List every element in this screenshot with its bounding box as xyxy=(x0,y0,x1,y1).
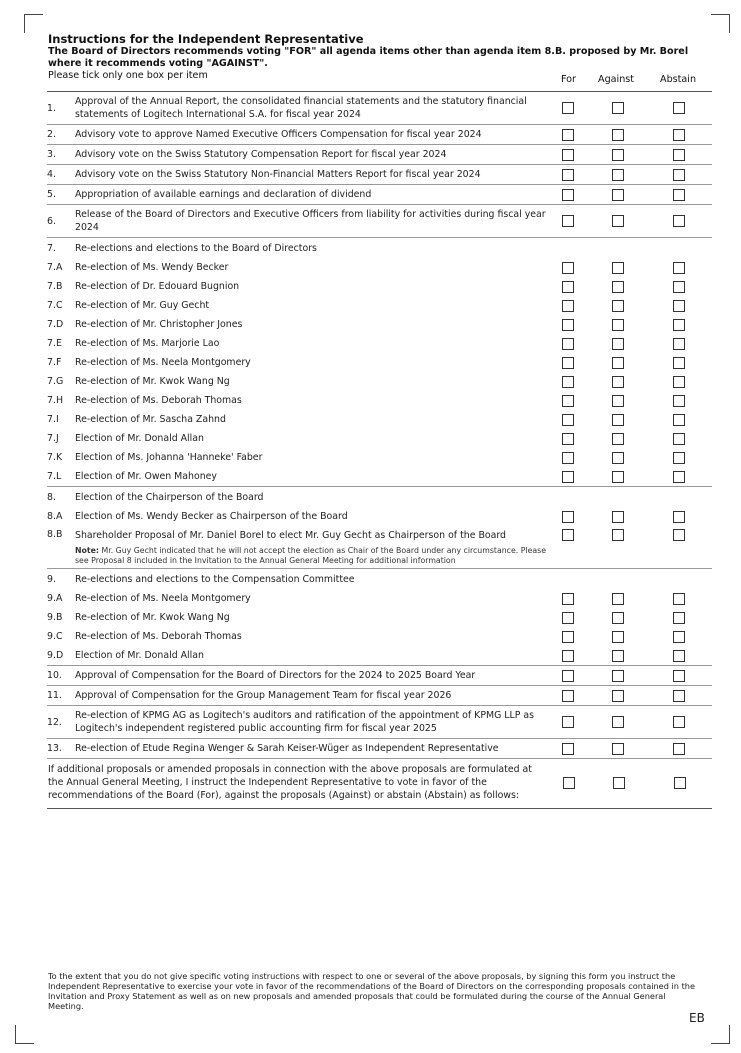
agenda-item-number: 9.C xyxy=(47,631,63,642)
agenda-item-row xyxy=(47,666,712,686)
page-code: EB xyxy=(689,1011,705,1025)
checkbox-abstain[interactable] xyxy=(673,338,685,350)
agenda-item-label: Re-election of Mr. Kwok Wang Ng xyxy=(75,376,230,387)
agenda-item-number: 1. xyxy=(47,102,56,114)
agenda-item-row xyxy=(47,205,712,238)
checkbox-abstain[interactable] xyxy=(673,129,685,141)
checkbox-for[interactable] xyxy=(562,262,574,274)
checkbox-for[interactable] xyxy=(562,511,574,523)
agenda-item-label: Election of Mr. Donald Allan xyxy=(75,433,204,444)
agenda-item-row xyxy=(47,646,712,666)
agenda-item-label: Election of the Chairperson of the Board xyxy=(75,492,264,503)
agenda-item-text xyxy=(75,128,555,141)
checkbox-for[interactable] xyxy=(562,102,574,114)
checkbox-against[interactable] xyxy=(612,189,624,201)
note-label: Note: xyxy=(75,546,100,555)
vote-checkboxes xyxy=(562,149,685,161)
checkbox-against[interactable] xyxy=(612,102,624,114)
checkbox-for[interactable] xyxy=(563,777,575,789)
agenda-item-row xyxy=(47,706,712,739)
agenda-item-text xyxy=(75,95,555,121)
column-header-abstain: Abstain xyxy=(660,74,697,85)
checkbox-for[interactable] xyxy=(562,650,574,662)
checkbox-against[interactable] xyxy=(612,395,624,407)
agenda-item-row xyxy=(47,686,712,706)
agenda-item-label: Re-election of Ms. Deborah Thomas xyxy=(75,631,242,642)
agenda-item-row xyxy=(47,125,712,145)
agenda-item-text xyxy=(75,709,555,735)
checkbox-against[interactable] xyxy=(612,338,624,350)
checkbox-abstain[interactable] xyxy=(673,102,685,114)
checkbox-for[interactable] xyxy=(562,529,574,541)
agenda-item-row xyxy=(47,334,712,353)
vote-checkboxes xyxy=(562,102,685,114)
checkbox-against[interactable] xyxy=(612,743,624,755)
agenda-item-row xyxy=(47,507,712,526)
checkbox-abstain[interactable] xyxy=(674,777,686,789)
agenda-item-label: Re-election of Ms. Neela Montgomery xyxy=(75,593,251,604)
checkbox-for[interactable] xyxy=(562,169,574,181)
agenda-item-row xyxy=(47,165,712,185)
agenda-item-text xyxy=(75,649,555,662)
checkbox-against[interactable] xyxy=(612,319,624,331)
agenda-item-row xyxy=(47,238,712,258)
page-title: Instructions for the Independent Representative xyxy=(48,32,364,46)
agenda-item-label: Advisory vote to approve Named Executive Officers Compensation for fiscal year 2024 xyxy=(75,129,482,140)
crop-mark-top-right xyxy=(711,14,730,33)
checkbox-abstain[interactable] xyxy=(673,149,685,161)
agenda-item-text xyxy=(75,611,555,624)
vote-checkboxes xyxy=(562,262,685,274)
agenda-item-row xyxy=(47,608,712,627)
agenda-item-number: 7.D xyxy=(47,319,64,330)
checkbox-against[interactable] xyxy=(612,300,624,312)
agenda-item-number: 5. xyxy=(47,189,56,200)
vote-checkboxes xyxy=(562,743,685,755)
tick-instruction: Please tick only one box per item xyxy=(48,70,208,81)
crop-mark-top-left xyxy=(24,14,43,33)
agenda-item-number: 7.B xyxy=(47,281,63,292)
agenda-item-row xyxy=(47,487,712,507)
agenda-item-text xyxy=(75,394,555,407)
vote-checkboxes xyxy=(562,433,685,445)
agenda-item-row xyxy=(47,448,712,467)
checkbox-for[interactable] xyxy=(562,149,574,161)
agenda-item-label: Re-election of Ms. Deborah Thomas xyxy=(75,395,242,406)
agenda-item-label: Release of the Board of Directors and Executive Officers from liability for activities during fiscal year 2024 xyxy=(75,209,546,233)
agenda-item-note xyxy=(75,546,555,565)
checkbox-for[interactable] xyxy=(562,670,574,682)
agenda-item-label: Election of Ms. Johanna 'Hanneke' Faber xyxy=(75,452,263,463)
vote-checkboxes xyxy=(562,338,685,350)
agenda-item-row xyxy=(47,589,712,608)
vote-checkboxes xyxy=(562,215,685,227)
checkbox-for[interactable] xyxy=(562,376,574,388)
checkbox-for[interactable] xyxy=(562,395,574,407)
agenda-item-text xyxy=(75,742,555,755)
vote-checkboxes xyxy=(562,129,685,141)
checkbox-for[interactable] xyxy=(562,612,574,624)
agenda-item-row xyxy=(47,739,712,759)
checkbox-against[interactable] xyxy=(612,281,624,293)
checkbox-against[interactable] xyxy=(612,262,624,274)
agenda-item-text xyxy=(75,413,555,426)
recommendation-text-cont: where it recommends voting "AGAINST". xyxy=(48,58,268,69)
agenda-item-text xyxy=(75,188,555,201)
checkbox-against[interactable] xyxy=(612,612,624,624)
checkbox-abstain[interactable] xyxy=(673,433,685,445)
agenda-item-label: Re-election of Etude Regina Wenger & Sarah Keiser-Wüger as Independent Representative xyxy=(75,743,499,754)
additional-proposals-row xyxy=(47,759,712,809)
vote-checkboxes xyxy=(562,670,685,682)
agenda-item-number: 10. xyxy=(47,670,62,681)
checkbox-abstain[interactable] xyxy=(673,593,685,605)
agenda-item-number: 7.L xyxy=(47,471,62,482)
checkbox-against[interactable] xyxy=(612,433,624,445)
agenda-item-row xyxy=(47,145,712,165)
vote-checkboxes xyxy=(562,612,685,624)
agenda-item-label: Re-election of Dr. Edouard Bugnion xyxy=(75,281,240,292)
agenda-item-number: 12. xyxy=(47,716,62,728)
checkbox-against[interactable] xyxy=(613,777,625,789)
agenda-item-row xyxy=(47,296,712,315)
agenda-item-text xyxy=(75,491,555,504)
agenda-item-row xyxy=(47,315,712,334)
agenda-item-text xyxy=(75,451,555,464)
agenda-item-row xyxy=(47,353,712,372)
agenda-item-row xyxy=(47,92,712,125)
checkbox-for[interactable] xyxy=(562,338,574,350)
column-header-for: For xyxy=(561,74,576,85)
checkbox-abstain[interactable] xyxy=(673,529,685,541)
checkbox-for[interactable] xyxy=(562,215,574,227)
checkbox-abstain[interactable] xyxy=(673,414,685,426)
agenda-item-number: 2. xyxy=(47,129,56,140)
checkbox-against[interactable] xyxy=(612,670,624,682)
checkbox-for[interactable] xyxy=(562,300,574,312)
agenda-item-text xyxy=(75,299,555,312)
agenda-item-label: Approval of the Annual Report, the consolidated financial statements and the statutory financial statements of Logitech International S.A. for fiscal year 2024 xyxy=(75,96,527,120)
agenda-item-label: Re-election of Mr. Christopher Jones xyxy=(75,319,243,330)
vote-checkboxes xyxy=(562,650,685,662)
agenda-item-text xyxy=(75,148,555,161)
checkbox-abstain[interactable] xyxy=(673,612,685,624)
agenda-item-number: 7.J xyxy=(47,433,59,444)
agenda-item-row xyxy=(47,258,712,277)
agenda-item-text xyxy=(75,337,555,350)
agenda-item-label: Re-election of KPMG AG as Logitech's auditors and ratification of the appointment of KPMG LLP as Logitech's independent registered public accounting firm for fiscal year 2025 xyxy=(75,710,535,734)
agenda-item-label: Shareholder Proposal of Mr. Daniel Borel to elect Mr. Guy Gecht as Chairperson of the Board xyxy=(75,530,507,541)
agenda-item-label: Approval of Compensation for the Board of Directors for the 2024 to 2025 Board Year xyxy=(75,670,476,681)
agenda-item-row xyxy=(47,467,712,487)
agenda-item-label: Appropriation of available earnings and declaration of dividend xyxy=(75,189,372,200)
agenda-item-number: 8. xyxy=(47,492,56,503)
checkbox-abstain[interactable] xyxy=(673,281,685,293)
vote-checkboxes xyxy=(562,690,685,702)
checkbox-for[interactable] xyxy=(562,452,574,464)
crop-mark-bottom-right xyxy=(711,1025,730,1044)
checkbox-abstain[interactable] xyxy=(673,300,685,312)
agenda-item-number: 7.F xyxy=(47,357,62,368)
agenda-item-number: 9.B xyxy=(47,612,63,623)
agenda-item-text xyxy=(75,630,555,643)
checkbox-for[interactable] xyxy=(562,631,574,643)
checkbox-against[interactable] xyxy=(612,471,624,483)
footer-disclaimer: To the extent that you do not give specific voting instructions with respect to one or several of the above proposals, by signing this form you instruct the Independent Representative to exercise your vote in favor of the recommendations of the Board of Directors on the corresponding proposals contained in the Invitation and Proxy Statement as well as on new proposals and amended proposals that could be formulated during the course of the Annual General Meeting. xyxy=(48,971,696,1011)
vote-checkboxes xyxy=(562,452,685,464)
agenda-item-number: 7.G xyxy=(47,376,64,387)
agenda-item-text xyxy=(75,261,555,274)
checkbox-against[interactable] xyxy=(612,149,624,161)
agenda-item-label: Approval of Compensation for the Group Management Team for fiscal year 2026 xyxy=(75,690,452,701)
agenda-item-number: 7. xyxy=(47,243,56,254)
checkbox-for[interactable] xyxy=(562,433,574,445)
agenda-item-row xyxy=(47,277,712,296)
checkbox-abstain[interactable] xyxy=(673,650,685,662)
checkbox-abstain[interactable] xyxy=(673,215,685,227)
checkbox-for[interactable] xyxy=(562,593,574,605)
agenda-item-label: Re-election of Ms. Marjorie Lao xyxy=(75,338,220,349)
checkbox-against[interactable] xyxy=(612,631,624,643)
vote-checkboxes xyxy=(562,511,685,523)
checkbox-for[interactable] xyxy=(562,319,574,331)
checkbox-abstain[interactable] xyxy=(673,395,685,407)
agenda-item-text xyxy=(75,356,555,369)
agenda-item-number: 8.B xyxy=(47,529,63,540)
checkbox-abstain[interactable] xyxy=(673,169,685,181)
agenda-item-text xyxy=(75,318,555,331)
checkbox-against[interactable] xyxy=(612,529,624,541)
additional-proposals-text: If additional proposals or amended proposals in connection with the above proposals are formulated at the Annual General Meeting, I instruct the Independent Representative to vote in favor of the recommendations of the Board (For), against the proposals (Against) or abstain (Abstain) as follows: xyxy=(48,764,532,801)
agenda-item-number: 7.E xyxy=(47,338,62,349)
checkbox-for[interactable] xyxy=(562,357,574,369)
agenda-item-text xyxy=(75,529,555,565)
vote-checkboxes xyxy=(562,189,685,201)
checkbox-for[interactable] xyxy=(562,743,574,755)
checkbox-for[interactable] xyxy=(562,414,574,426)
checkbox-against[interactable] xyxy=(612,716,624,728)
checkbox-against[interactable] xyxy=(612,215,624,227)
agenda-item-number: 9. xyxy=(47,574,56,585)
agenda-item-text xyxy=(75,280,555,293)
recommendation-text: The Board of Directors recommends voting "FOR" all agenda items other than agenda item 8.B. proposed by Mr. Borel xyxy=(48,46,689,57)
checkbox-against[interactable] xyxy=(612,169,624,181)
checkbox-abstain[interactable] xyxy=(673,357,685,369)
agenda-item-text xyxy=(75,510,555,523)
checkbox-abstain[interactable] xyxy=(673,471,685,483)
vote-checkboxes xyxy=(562,395,685,407)
agenda-item-text xyxy=(75,375,555,388)
checkbox-against[interactable] xyxy=(612,511,624,523)
checkbox-abstain[interactable] xyxy=(673,670,685,682)
crop-mark-bottom-left xyxy=(15,1025,34,1044)
vote-checkboxes xyxy=(562,716,685,728)
agenda-item-number: 8.A xyxy=(47,511,63,522)
checkbox-against[interactable] xyxy=(612,452,624,464)
agenda-item-label: Election of Mr. Donald Allan xyxy=(75,650,204,661)
vote-checkboxes xyxy=(562,631,685,643)
checkbox-abstain[interactable] xyxy=(673,743,685,755)
agenda-item-label: Advisory vote on the Swiss Statutory Non-Financial Matters Report for fiscal year 2024 xyxy=(75,169,481,180)
agenda-item-text xyxy=(75,470,555,483)
agenda-item-text xyxy=(75,573,555,586)
agenda-item-row xyxy=(47,185,712,205)
agenda-item-label: Re-election of Mr. Kwok Wang Ng xyxy=(75,612,230,623)
agenda-item-label: Advisory vote on the Swiss Statutory Compensation Report for fiscal year 2024 xyxy=(75,149,447,160)
vote-checkboxes xyxy=(562,529,685,541)
agenda-item-number: 9.D xyxy=(47,650,64,661)
checkbox-abstain[interactable] xyxy=(673,189,685,201)
checkbox-abstain[interactable] xyxy=(673,376,685,388)
checkbox-abstain[interactable] xyxy=(673,716,685,728)
column-header-against: Against xyxy=(598,74,635,85)
vote-checkboxes xyxy=(562,169,685,181)
checkbox-for[interactable] xyxy=(562,716,574,728)
vote-checkboxes xyxy=(562,300,685,312)
agenda-item-row xyxy=(47,372,712,391)
vote-checkboxes xyxy=(562,319,685,331)
agenda-item-row xyxy=(47,627,712,646)
agenda-item-label: Re-election of Mr. Sascha Zahnd xyxy=(75,414,226,425)
agenda-item-text xyxy=(75,689,555,702)
checkbox-against[interactable] xyxy=(612,376,624,388)
agenda-item-row xyxy=(47,391,712,410)
checkbox-against[interactable] xyxy=(612,414,624,426)
agenda-item-number: 9.A xyxy=(47,593,63,604)
agenda-item-number: 7.A xyxy=(47,262,63,273)
agenda-item-text xyxy=(75,168,555,181)
checkbox-for[interactable] xyxy=(562,129,574,141)
checkbox-for[interactable] xyxy=(562,471,574,483)
vote-checkboxes xyxy=(562,593,685,605)
checkbox-abstain[interactable] xyxy=(673,452,685,464)
checkbox-abstain[interactable] xyxy=(673,319,685,331)
checkbox-against[interactable] xyxy=(612,650,624,662)
vote-checkboxes xyxy=(562,471,685,483)
agenda-item-text xyxy=(75,592,555,605)
agenda-item-label: Re-elections and elections to the Compensation Committee xyxy=(75,574,355,585)
checkbox-against[interactable] xyxy=(612,690,624,702)
agenda-item-label: Re-election of Ms. Wendy Becker xyxy=(75,262,229,273)
agenda-item-label: Re-election of Ms. Neela Montgomery xyxy=(75,357,251,368)
checkbox-against[interactable] xyxy=(612,129,624,141)
agenda-item-text xyxy=(75,669,555,682)
checkbox-for[interactable] xyxy=(562,281,574,293)
vote-checkboxes xyxy=(562,357,685,369)
checkbox-abstain[interactable] xyxy=(673,262,685,274)
agenda-item-text xyxy=(75,208,555,234)
checkbox-for[interactable] xyxy=(562,690,574,702)
agenda-items-table xyxy=(47,91,712,809)
agenda-item-number: 11. xyxy=(47,690,62,701)
checkbox-abstain[interactable] xyxy=(673,631,685,643)
agenda-item-row xyxy=(47,569,712,589)
agenda-item-number: 7.K xyxy=(47,452,63,463)
checkbox-against[interactable] xyxy=(612,357,624,369)
agenda-item-number: 3. xyxy=(47,149,56,160)
agenda-item-label: Re-election of Mr. Guy Gecht xyxy=(75,300,210,311)
agenda-item-number: 4. xyxy=(47,169,56,180)
agenda-item-label: Election of Mr. Owen Mahoney xyxy=(75,471,217,482)
checkbox-abstain[interactable] xyxy=(673,690,685,702)
agenda-item-number: 13. xyxy=(47,743,62,754)
agenda-item-row xyxy=(47,429,712,448)
vote-checkboxes xyxy=(562,376,685,388)
agenda-item-label: Election of Ms. Wendy Becker as Chairperson of the Board xyxy=(75,511,348,522)
agenda-item-row xyxy=(47,410,712,429)
checkbox-against[interactable] xyxy=(612,593,624,605)
vote-checkboxes xyxy=(562,414,685,426)
agenda-item-text xyxy=(75,242,555,255)
agenda-item-row xyxy=(47,526,712,569)
agenda-item-number: 7.I xyxy=(47,414,59,425)
vote-checkboxes xyxy=(563,777,686,789)
checkbox-for[interactable] xyxy=(562,189,574,201)
checkbox-abstain[interactable] xyxy=(673,511,685,523)
agenda-item-number: 7.H xyxy=(47,395,63,406)
agenda-item-number: 7.C xyxy=(47,300,63,311)
agenda-item-label: Re-elections and elections to the Board of Directors xyxy=(75,243,317,254)
note-text: Mr. Guy Gecht indicated that he will not accept the election as Chair of the Board under any circumstance. Please see Proposal 8 included in the Invitation to the Annual General Meeting for additional information xyxy=(75,546,547,565)
agenda-item-number: 6. xyxy=(47,215,56,227)
vote-checkboxes xyxy=(562,281,685,293)
agenda-item-text xyxy=(75,432,555,445)
